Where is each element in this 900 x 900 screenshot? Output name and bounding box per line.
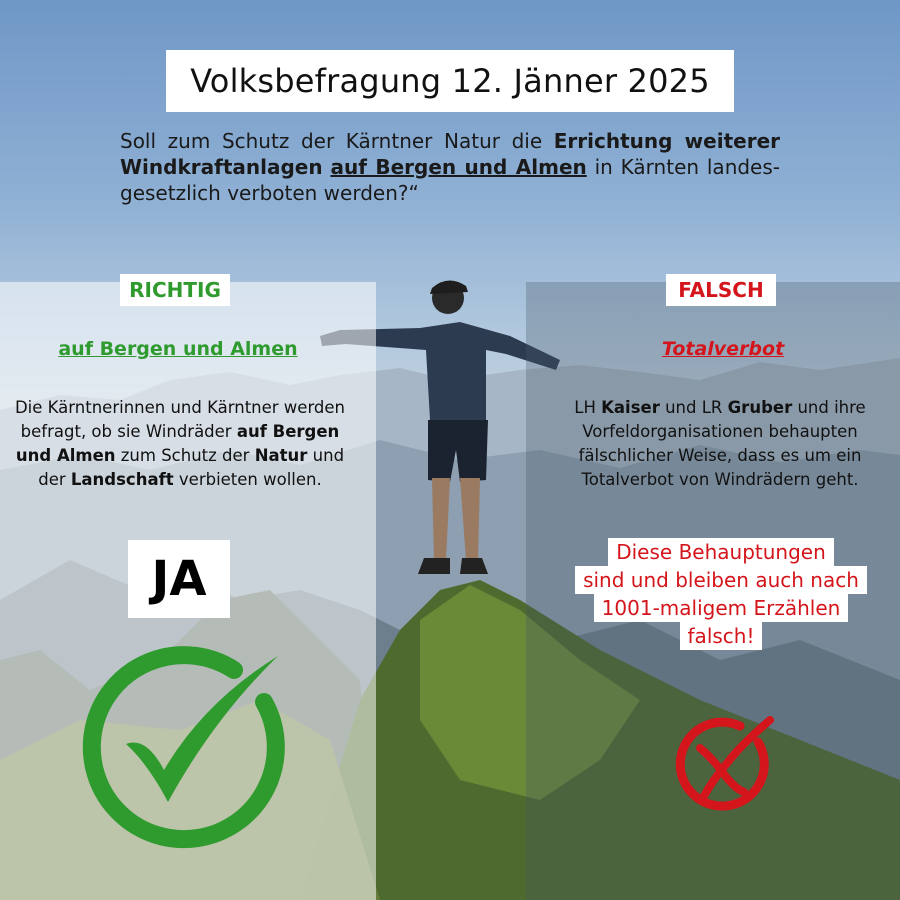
falsch-body — [550, 396, 890, 492]
body-text: verbieten wollen. — [173, 470, 322, 489]
question-bold: Errichtung weiterer Windkraftanlagen — [120, 129, 780, 179]
question-underlined: auf Bergen und Almen — [330, 155, 587, 179]
body-bold: Kaiser — [601, 398, 660, 417]
claim-line: Diese Behauptungen — [608, 538, 834, 566]
richtig-body — [10, 396, 350, 492]
claim-line: 1001-maligem Erzählen — [594, 594, 849, 622]
body-bold: auf Bergen und Almen — [15, 422, 340, 465]
body-text: zum Schutz der — [115, 446, 255, 465]
claim-line: falsch! — [680, 622, 763, 650]
falsch-tag: FALSCH — [666, 274, 776, 306]
claim-line: sind und bleiben auch nach — [575, 566, 867, 594]
title-box — [166, 50, 734, 112]
body-bold: Natur — [254, 446, 308, 465]
body-text: Die Kärntnerinnen und Kärntner werden befragt, ob sie Windräder — [14, 398, 346, 441]
body-text: und der — [38, 446, 345, 489]
answer-box — [128, 540, 230, 618]
question-text — [120, 128, 780, 206]
richtig-tag: RICHTIG — [120, 274, 230, 306]
claim-block — [556, 538, 886, 650]
richtig-subtitle: auf Bergen und Almen — [58, 338, 298, 360]
answer-label: JA — [151, 551, 207, 607]
body-text: LH — [574, 398, 602, 417]
falsch-subtitle: Totalverbot — [661, 338, 785, 360]
body-text: und LR — [659, 398, 728, 417]
body-bold: Gruber — [727, 398, 793, 417]
question-part: Soll zum Schutz der Kärntner Natur die — [120, 129, 554, 153]
body-bold: Landschaft — [70, 470, 174, 489]
body-text: und ihre Vorfeldorganisationen behaupten fälschlicher Weise, dass es um ein Totalverbot von Windrädern geht. — [578, 398, 866, 489]
check-circle-icon — [64, 632, 292, 860]
x-circle-icon — [670, 712, 774, 816]
page-title: Volksbefragung 12. Jänner 2025 — [190, 62, 710, 100]
question-part-end: in Kärnten landesgesetzlich verboten werden?“ — [120, 155, 781, 205]
